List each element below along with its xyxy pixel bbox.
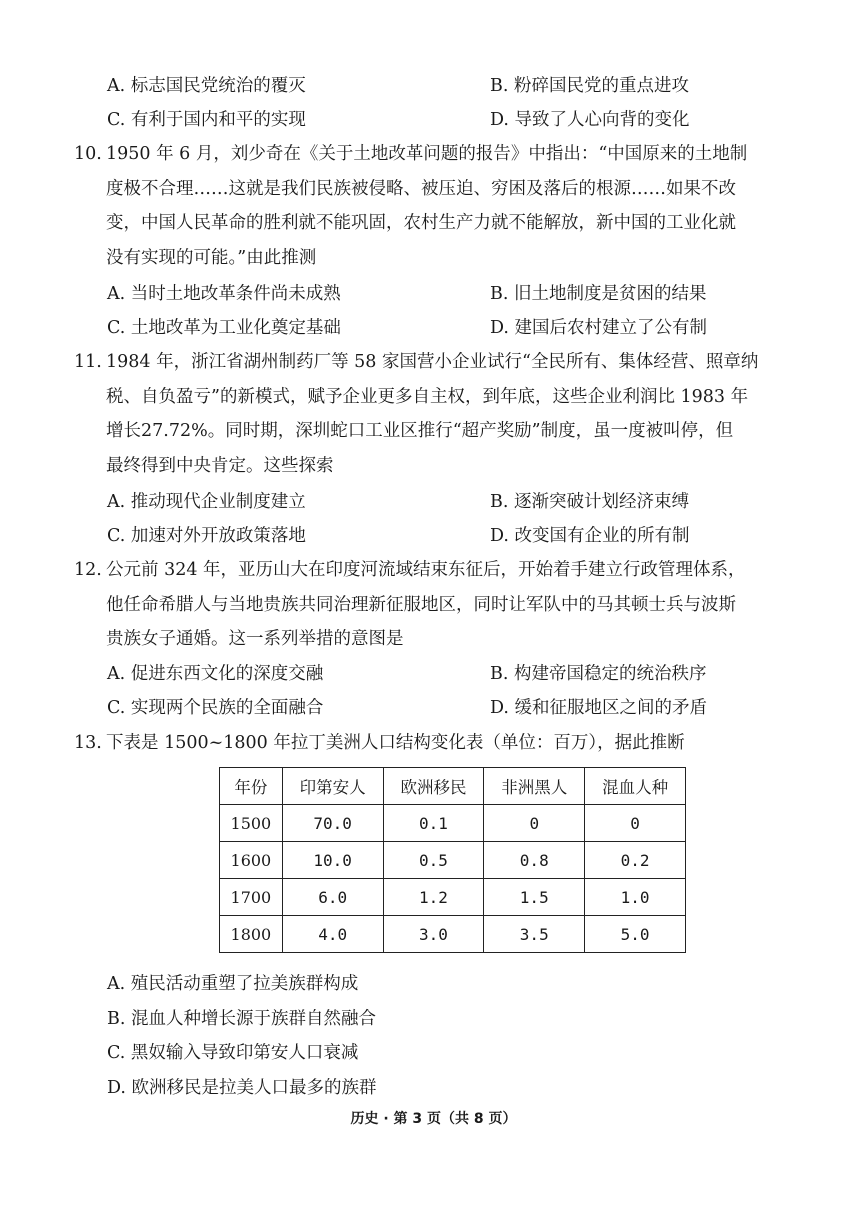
q10-option-d[interactable]: D. 建国后农村建立了公有制 (490, 318, 708, 338)
table-cell: 4.0 (282, 916, 383, 953)
table-cell: 0 (585, 805, 686, 842)
population-table (219, 767, 686, 953)
table-cell: 6.0 (282, 879, 383, 916)
q13-option-row-b (0, 1005, 867, 1033)
question-stem-line: 下表是 1500~1800 年拉丁美洲人口结构变化表（单位：百万），据此推断 (106, 733, 685, 753)
q13-option-c[interactable]: C. 黑奴输入导致印第安人口衰减 (107, 1043, 359, 1063)
question-stem-line: 增长27.72%。同时期，深圳蛇口工业区推行“超产奖励”制度，虽一度被叫停，但 (106, 421, 734, 442)
q12-option-d[interactable]: D. 缓和征服地区之间的矛盾 (490, 698, 708, 718)
question-stem-line: 1950 年 6 月，刘少奇在《关于土地改革问题的报告》中指出：“中国原来的土地制 (106, 144, 748, 164)
q9-option-c[interactable]: C. 有利于国内和平的实现 (107, 110, 306, 130)
q12-option-a[interactable]: A. 促进东西文化的深度交融 (107, 664, 324, 684)
q11-option-c[interactable]: C. 加速对外开放政策落地 (107, 526, 306, 546)
table-header-row (220, 768, 686, 805)
question-stem-line: 贵族女子通婚。这一系列举措的意图是 (106, 629, 404, 650)
q12-options-row-1 (0, 660, 867, 688)
table-cell-year: 1700 (220, 879, 283, 916)
q9-options-row-2 (0, 106, 867, 134)
q9-option-d[interactable]: D. 导致了人心向背的变化 (490, 110, 690, 130)
q9-option-b[interactable]: B. 粉碎国民党的重点进攻 (490, 76, 689, 96)
table-cell: 0.5 (383, 842, 484, 879)
q11-option-b[interactable]: B. 逐渐突破计划经济束缚 (490, 492, 689, 512)
q11-option-a[interactable]: A. 推动现代企业制度建立 (107, 492, 306, 512)
q12-option-b[interactable]: B. 构建帝国稳定的统治秩序 (490, 664, 707, 684)
table-header-cell: 年份 (220, 768, 283, 805)
question-11 (74, 345, 800, 483)
q9-option-a[interactable]: A. 标志国民党统治的覆灭 (107, 76, 306, 96)
q11-option-d[interactable]: D. 改变国有企业的所有制 (490, 526, 690, 546)
table-cell: 3.0 (383, 916, 484, 953)
question-stem-line: 他任命希腊人与当地贵族共同治理新征服地区，同时让军队中的马其顿士兵与波斯 (106, 594, 736, 615)
q11-options-row-2 (0, 522, 867, 550)
question-stem-line: 公元前 324 年，亚历山大在印度河流域结束东征后，开始着手建立行政管理体系， (106, 560, 746, 580)
table-cell-year: 1800 (220, 916, 283, 953)
q13-option-b[interactable]: B. 混血人种增长源于族群自然融合 (107, 1009, 376, 1029)
q13-option-row-c (0, 1039, 867, 1067)
q13-option-row-d (0, 1074, 867, 1102)
q13-option-d[interactable]: D. 欧洲移民是拉美人口最多的族群 (107, 1078, 377, 1098)
table-cell: 0 (484, 805, 585, 842)
q10-option-c[interactable]: C. 土地改革为工业化奠定基础 (107, 318, 341, 338)
table-cell: 3.5 (484, 916, 585, 953)
q11-options-row-1 (0, 488, 867, 516)
table-header-cell: 非洲黑人 (484, 768, 585, 805)
table-cell: 0.8 (484, 842, 585, 879)
table-cell-year: 1500 (220, 805, 283, 842)
page-footer: 历史 · 第 3 页（共 8 页） (350, 1111, 517, 1127)
q10-options-row-1 (0, 280, 867, 308)
q10-option-a[interactable]: A. 当时土地改革条件尚未成熟 (107, 284, 341, 304)
q10-options-row-2 (0, 314, 867, 342)
table-cell: 0.1 (383, 805, 484, 842)
table-row (220, 842, 686, 879)
q13-option-a[interactable]: A. 殖民活动重塑了拉美族群构成 (107, 974, 359, 994)
table-cell: 0.2 (585, 842, 686, 879)
table-cell-year: 1600 (220, 842, 283, 879)
table-row (220, 916, 686, 953)
question-number: 12. (74, 560, 102, 580)
question-stem-line: 1984 年，浙江省湖州制药厂等 58 家国营小企业试行“全民所有、集体经营、照章纳 (106, 352, 759, 372)
table-cell: 1.2 (383, 879, 484, 916)
question-stem-line: 变，中国人民革命的胜利就不能巩固，农村生产力就不能解放，新中国的工业化就 (106, 213, 736, 234)
q9-options-row-1 (0, 72, 867, 100)
q12-options-row-2 (0, 694, 867, 722)
question-number: 11. (74, 352, 102, 372)
table-header-cell: 欧洲移民 (383, 768, 484, 805)
table-cell: 10.0 (282, 842, 383, 879)
question-number: 10. (74, 144, 102, 164)
question-stem-line: 没有实现的可能。”由此推测 (106, 247, 317, 268)
question-stem-line: 最终得到中央肯定。这些探索 (106, 455, 334, 476)
question-13 (74, 726, 800, 761)
table-cell: 1.0 (585, 879, 686, 916)
question-10 (74, 137, 800, 275)
table-row (220, 805, 686, 842)
q12-option-c[interactable]: C. 实现两个民族的全面融合 (107, 698, 324, 718)
table-header-cell: 混血人种 (585, 768, 686, 805)
q13-option-row-a (0, 970, 867, 998)
question-stem-line: 税、自负盈亏”的新模式，赋予企业更多自主权，到年底，这些企业利润比 1983 年 (106, 386, 749, 407)
question-stem-line: 度极不合理……这就是我们民族被侵略、被压迫、穷困及落后的根源……如果不改 (106, 178, 736, 199)
question-12 (74, 553, 800, 657)
table-row (220, 879, 686, 916)
table-cell: 1.5 (484, 879, 585, 916)
table-cell: 70.0 (282, 805, 383, 842)
q10-option-b[interactable]: B. 旧土地制度是贫困的结果 (490, 284, 707, 304)
table-cell: 5.0 (585, 916, 686, 953)
table-header-cell: 印第安人 (282, 768, 383, 805)
question-number: 13. (74, 733, 102, 753)
